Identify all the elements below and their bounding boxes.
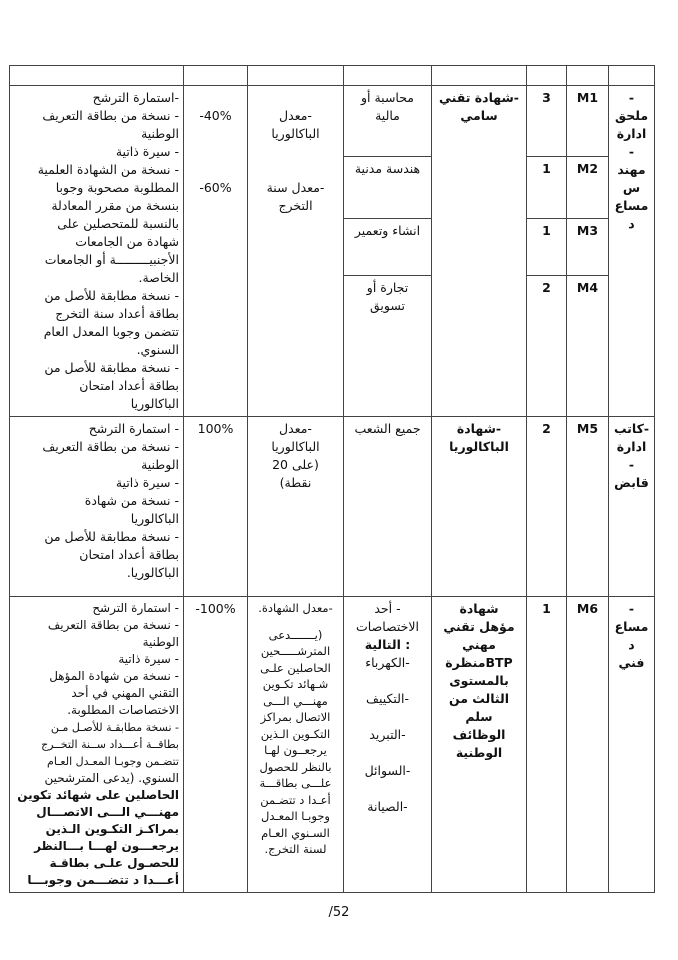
criteria-cell [248,86,344,417]
criteria-line: مهنـــي الـــى [263,693,328,708]
job-title-line: مساع [614,198,649,213]
specialty-cell: محاسبة أو مالية [344,86,432,157]
seats-count: 1 [527,156,567,219]
document-line: الاختصاصات المطلوبة. [67,703,179,717]
specialty-line: -السوائل [364,763,411,778]
specialty-cell [344,597,432,893]
document-line: بطاقة أعداد امتحان [79,378,179,393]
specialty-line: - أحد [374,601,401,616]
document-line: - نسخة من شهادة [84,493,179,508]
criteria-line: يرجعــون لهـا [264,743,327,757]
position-code: M3 [567,219,609,276]
header-cell [344,66,432,86]
position-code: M6 [567,597,609,893]
criteria-line: نقطة) [279,475,312,490]
criteria-line: الباكالوريا [271,439,320,454]
position-code: M5 [567,417,609,597]
header-cell [527,66,567,86]
specialty-cell: هندسة مدنية [344,156,432,219]
seats-count: 3 [527,86,567,157]
job-title-line: - [628,144,635,159]
specialty-line: -التكييف [366,691,409,706]
document-line: الوطنية [141,457,179,472]
criteria-line: -معدل الشهادة. [258,601,333,615]
weight-value: 40%- [199,108,232,123]
document-line: - سيرة ذاتية [118,652,179,666]
criteria-line: لسنة التخرج. [264,842,327,856]
criteria-line: وجوبـا المعـدل [261,809,330,823]
job-title-line: د [628,637,635,652]
specialty-line: -الصيانة [367,799,408,814]
document-line: - نسخة مطابقة للأصل من [44,360,179,375]
criteria-line: (على 20 [272,457,319,472]
diploma-line: مؤهل تقني [443,619,515,634]
job-title-line: ادارة [616,439,647,454]
document-line: بالنسبة للمتحصلين على [57,216,179,231]
document-line: التقني المهني في أحد [71,686,179,700]
specialty-line: -التبريد [369,727,406,742]
job-title-line: - [628,457,635,472]
document-line: - نسخة مطابقـة للأصـل مـن [50,721,179,734]
job-title-cell [609,417,655,597]
criteria-cell [248,417,344,597]
job-title-line: مهند [617,162,646,177]
header-row [10,66,655,86]
criteria-cell [248,597,344,893]
criteria-line: بالنظر للحصول [259,759,332,774]
document-line: الباكالوريا [130,511,179,526]
criteria-line: الحاصلين علـى [260,660,331,675]
document-line: - نسخة من بطاقة التعريف [42,439,179,454]
positions-table [9,65,655,893]
header-cell [609,66,655,86]
table-row [10,86,655,157]
job-title-line: - [628,90,635,105]
document-line: - نسخة مطابقة للأصل من [44,288,179,303]
document-line: - استمارة الترشح [92,601,179,615]
document-line: - نسخة من شهادة المؤهل [49,669,179,683]
document-line: الحاصلين على شهائد تكوين [17,788,179,802]
document-line: الباكالوريا. [126,565,179,580]
position-code: M4 [567,275,609,416]
document-line: - سيرة ذاتية [115,475,179,490]
header-cell [10,66,184,86]
criteria-line: التكـوين الـذين [260,726,331,741]
diploma-line: الثالث من [448,691,510,706]
header-cell [184,66,248,86]
table-row [10,417,655,597]
job-title-line: ادارة [616,126,647,141]
specialty-cell: جميع الشعب [344,417,432,597]
seats-count: 2 [527,417,567,597]
seats-count: 1 [527,219,567,276]
diploma-line: بالمستوى [449,673,509,688]
document-line: بنسخة من مقرر المعادلة [51,198,179,213]
criteria-line: الباكالوريا [271,126,320,141]
diploma-line: الوظائف [452,727,506,742]
job-title-cell [609,86,655,417]
document-line: بمراكـز التكـوين الـذين [45,822,179,836]
document-line: - نسخة من بطاقة التعريف [47,618,179,632]
document-line: شهادة من الجامعات [75,234,179,249]
job-title-line: فني [618,655,645,670]
specialty-line: -الكهرباء [365,655,410,670]
specialty-line: : التالية [364,637,411,652]
job-title-line: - [628,601,635,616]
specialty-line: الاختصاصات [356,619,419,634]
diploma-cell: -شهادة تقني سامي [432,86,527,417]
job-title-line: د [628,216,635,231]
document-line: تتضمن وجوبا المعدل العام [43,324,179,339]
weight-cell: 100%- [184,597,248,893]
seats-count: 2 [527,275,567,416]
documents-cell [10,417,184,597]
document-line: الخاصة. [138,270,179,285]
diploma-cell: -شهادة الباكالوريا [432,417,527,597]
criteria-line: (يـــــــدعى [268,627,323,642]
criteria-line: السـنوي العـام [261,825,330,840]
job-title-line: قابض [614,475,649,490]
job-title-line: مساع [614,619,649,634]
diploma-line: BTPمنظرة [445,655,513,670]
criteria-line: -معدل [279,421,312,436]
job-title-line: س [622,180,641,195]
document-line: - سيرة ذاتية [115,144,179,159]
page-number: /52 [328,905,350,920]
specialty-cell: انشاء وتعمير [344,219,432,276]
document-line: بطاقة أعداد سنة التخرج [55,306,179,321]
header-cell [432,66,527,86]
diploma-line: شهادة [459,601,499,616]
document-line: السنوي. (يدعى المترشحين [44,771,179,785]
weight-cell: 100% [184,417,248,597]
document-line: - نسخة مطابقة للأصل من [44,529,179,544]
criteria-line: شـهائد تكـوين [262,677,329,691]
diploma-cell [432,597,527,893]
document-line: - استمارة الترشح [88,421,179,436]
document-line: الأجنبيـــــــــة أو الجامعات [44,252,179,267]
criteria-line: التخرج [278,198,313,213]
criteria-line: -معدل سنة [266,180,325,195]
seats-count: 1 [527,597,567,893]
document-line: السنوي. [136,342,179,357]
position-code: M1 [567,86,609,157]
diploma-line: سلم [465,709,493,724]
document-line: يرجعـــون لهـــا بـــالنظر [34,839,179,853]
diploma-line: الوطنية [455,745,503,760]
criteria-line: الاتصال بمراكز [260,710,331,724]
document-line: المطلوبة مصحوبة وجوبا [55,180,179,195]
weight-value: 60%- [199,180,232,195]
document-line: الوطنية [142,635,179,649]
documents-cell [10,86,184,417]
document-line: بطاقة أعداد امتحان [79,547,179,562]
criteria-line: علـــى بطاقـــة [259,776,332,790]
document-line: للحصـول علـى بطاقـة [49,856,179,870]
job-title-line: ملحق [614,108,649,123]
table-row [10,597,655,893]
document-line: -استمارة الترشح [92,90,179,105]
job-title-line: -كاتب [613,421,650,436]
document-line: تتضـمن وجوبـا المعـدل العـام [47,755,179,768]
diploma-line: مهني [462,637,496,652]
document-line: أعـــدا د تتضـــمن وجوبـــا [27,873,179,887]
document-line: الباكالوريا [130,396,179,411]
documents-cell [10,597,184,893]
criteria-line: المترشـــــحين [260,644,331,658]
header-cell [567,66,609,86]
job-title-cell [609,597,655,893]
criteria-line: أعـدا د تتضـمن [260,792,331,807]
document-line: مهنـــي الـــى الاتصـــال [36,805,179,819]
document-line: - نسخة من بطاقة التعريف [42,108,179,123]
document-line: - نسخة من الشهادة العلمية [37,162,179,177]
document-line: الوطنية [141,126,179,141]
criteria-line: -معدل [279,108,312,123]
position-code: M2 [567,156,609,219]
specialty-cell: تجارة أو تسويق [344,275,432,416]
document-line: بطاقــة أعـــداد ســنة التخــرج [41,738,179,751]
weight-cell [184,86,248,417]
header-cell [248,66,344,86]
